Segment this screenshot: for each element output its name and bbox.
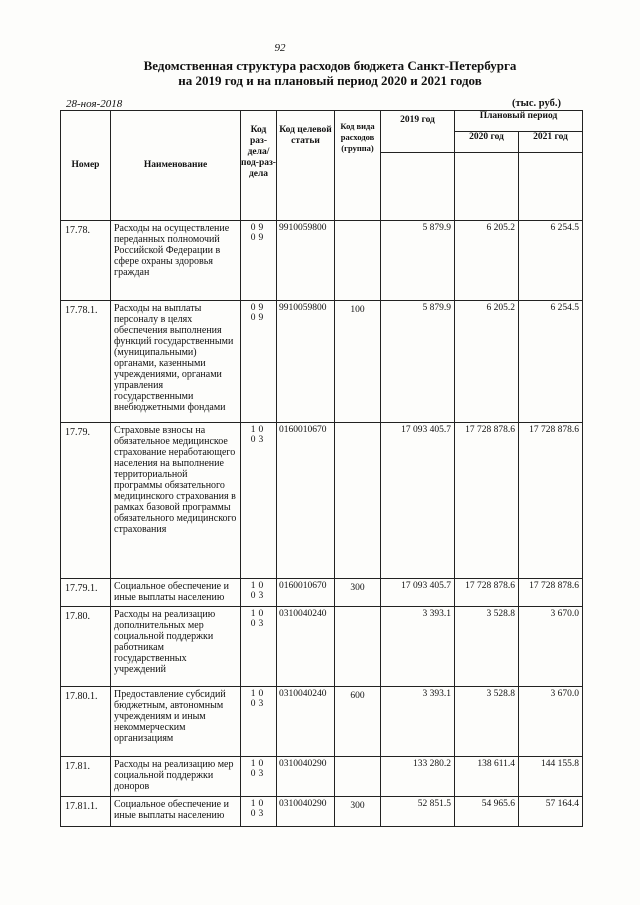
table-row: [61, 423, 583, 579]
table-row: [61, 607, 583, 687]
row-2019: 3 393.1: [381, 687, 455, 757]
row-name: Расходы на выплаты персоналу в целях обеспечения выполнения функций государственными (муниципальными) органами, казенными учреждениями, органами управления государственными внебюджетными фондами: [111, 301, 241, 423]
table-row: [61, 687, 583, 757]
header-2019-blank: [381, 153, 455, 221]
row-target: 0310040290: [277, 757, 335, 797]
title-line-1: Ведомственная структура расходов бюджета Санкт-Петербурга: [143, 58, 517, 73]
header-kind: Код вида расходов (группа): [335, 111, 381, 221]
row-section: 10 03: [241, 757, 277, 797]
row-name: Расходы на реализацию дополнительных мер социальной поддержки работникам государственных учреждений: [111, 607, 241, 687]
header-2020-blank: [455, 153, 519, 221]
row-2019: 5 879.9: [381, 221, 455, 301]
header-2021: 2021 год: [519, 132, 583, 153]
row-2019: 17 093 405.7: [381, 579, 455, 607]
row-2019: 5 879.9: [381, 301, 455, 423]
row-section: 10 03: [241, 607, 277, 687]
row-kind: [335, 757, 381, 797]
title-line-2: на 2019 год и на плановый период 2020 и 2021 годов: [178, 73, 482, 88]
row-number: 17.81.1.: [61, 797, 111, 827]
header-name: Наименование: [111, 111, 241, 221]
row-2020: 54 965.6: [455, 797, 519, 827]
row-2019: 3 393.1: [381, 607, 455, 687]
row-2020: 6 205.2: [455, 221, 519, 301]
table-row: [61, 301, 583, 423]
row-name: Расходы на реализацию мер социальной поддержки доноров: [111, 757, 241, 797]
row-number: 17.81.: [61, 757, 111, 797]
row-number: 17.80.1.: [61, 687, 111, 757]
row-name: Страховые взносы на обязательное медицинское страхование неработающего населения на выполнение территориальной программы обязательного медицинского страхования в рамках базовой программы обязательного медицинского страхования: [111, 423, 241, 579]
row-kind: 300: [335, 579, 381, 607]
header-2019: 2019 год: [381, 111, 455, 153]
row-target: 0310040240: [277, 607, 335, 687]
row-section: 09 09: [241, 221, 277, 301]
row-section: 09 09: [241, 301, 277, 423]
header-2021-blank: [519, 153, 583, 221]
row-2020: 3 528.8: [455, 607, 519, 687]
row-2020: 138 611.4: [455, 757, 519, 797]
row-number: 17.79.: [61, 423, 111, 579]
row-target: 0160010670: [277, 579, 335, 607]
row-2021: 144 155.8: [519, 757, 583, 797]
row-kind: [335, 423, 381, 579]
budget-table: [60, 110, 583, 827]
row-number: 17.79.1.: [61, 579, 111, 607]
table-row: [61, 757, 583, 797]
row-kind: [335, 221, 381, 301]
row-name: Социальное обеспечение и иные выплаты населению: [111, 797, 241, 827]
document-title: [90, 58, 570, 88]
row-2021: 6 254.5: [519, 221, 583, 301]
row-number: 17.78.: [61, 221, 111, 301]
row-number: 17.80.: [61, 607, 111, 687]
header-number: Номер: [61, 111, 111, 221]
row-2020: 6 205.2: [455, 301, 519, 423]
table-row: [61, 579, 583, 607]
row-2020: 3 528.8: [455, 687, 519, 757]
row-2021: 3 670.0: [519, 687, 583, 757]
document-date: 28-ноя-2018: [66, 98, 123, 110]
row-target: 9910059800: [277, 221, 335, 301]
row-kind: 300: [335, 797, 381, 827]
row-kind: [335, 607, 381, 687]
row-2021: 57 164.4: [519, 797, 583, 827]
row-2019: 52 851.5: [381, 797, 455, 827]
row-target: 0160010670: [277, 423, 335, 579]
row-target: 0310040290: [277, 797, 335, 827]
row-kind: 600: [335, 687, 381, 757]
header-2020: 2020 год: [455, 132, 519, 153]
row-section: 10 03: [241, 579, 277, 607]
row-name: Социальное обеспечение и иные выплаты населению: [111, 579, 241, 607]
header-section: Код раз-дела/ под-раз-дела: [241, 111, 277, 221]
row-section: 10 03: [241, 687, 277, 757]
table-row: [61, 797, 583, 827]
row-name: Предоставление субсидий бюджетным, автономным учреждениям и иным некоммерческим организациям: [111, 687, 241, 757]
row-kind: 100: [335, 301, 381, 423]
page-number: 92: [274, 42, 286, 54]
table-row: [61, 221, 583, 301]
row-section: 10 03: [241, 423, 277, 579]
row-target: 0310040240: [277, 687, 335, 757]
row-2019: 133 280.2: [381, 757, 455, 797]
row-2020: 17 728 878.6: [455, 423, 519, 579]
row-2021: 6 254.5: [519, 301, 583, 423]
header-target: Код целевой статьи: [277, 111, 335, 221]
row-2021: 3 670.0: [519, 607, 583, 687]
header-plan-period: Плановый период: [455, 111, 583, 132]
row-section: 10 03: [241, 797, 277, 827]
row-target: 9910059800: [277, 301, 335, 423]
row-2020: 17 728 878.6: [455, 579, 519, 607]
row-2021: 17 728 878.6: [519, 423, 583, 579]
row-2021: 17 728 878.6: [519, 579, 583, 607]
units-label: (тыс. руб.): [512, 98, 561, 109]
row-name: Расходы на осуществление переданных полномочий Российской Федерации в сфере охраны здоровья граждан: [111, 221, 241, 301]
row-number: 17.78.1.: [61, 301, 111, 423]
row-2019: 17 093 405.7: [381, 423, 455, 579]
